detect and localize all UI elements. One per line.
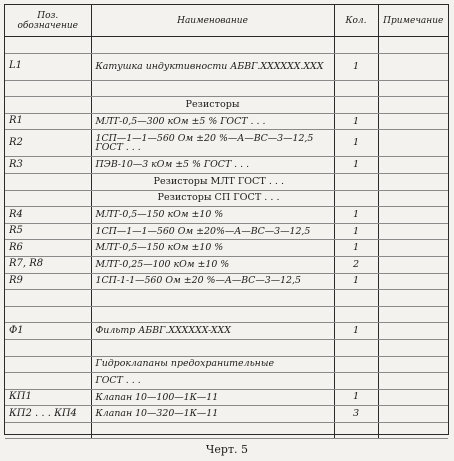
quantity-cell: 1 [334,223,378,240]
name-cell: Клапан 10—320—1К—11 [91,406,334,423]
header-row [5,5,448,37]
name-cell [91,37,334,54]
table-row [5,80,448,97]
table-row [5,207,448,224]
name-cell [91,422,334,439]
position-cell [5,290,91,307]
position-cell: R1 [5,113,91,130]
name-cell [91,80,334,97]
table-row [5,97,448,114]
name-cell: 1СП-1-1—560 Ом ±20 %—А—ВС—3—12,5 [91,273,334,290]
quantity-cell [334,97,378,114]
note-cell [378,207,448,224]
table-row [5,256,448,273]
position-cell: R5 [5,223,91,240]
position-cell: R6 [5,240,91,257]
quantity-cell: 1 [334,157,378,174]
quantity-cell: 1 [334,323,378,340]
name-cell [91,290,334,307]
position-cell: R3 [5,157,91,174]
table-row [5,273,448,290]
table-row [5,389,448,406]
position-cell: Ф1 [5,323,91,340]
table-row [5,356,448,373]
position-cell: R4 [5,207,91,224]
position-cell: L1 [5,53,91,80]
note-cell [378,422,448,439]
name-cell [91,306,334,323]
figure-caption: Черт. 5 [205,443,249,456]
table-row [5,157,448,174]
name-cell: 1СП—1—1—560 Ом ±20 %—А—ВС—3—12,5 ГОСТ . . . [91,130,334,157]
note-cell [378,306,448,323]
table-row [5,37,448,54]
header-name: Наименование [91,5,334,37]
note-cell [378,273,448,290]
note-cell [378,37,448,54]
quantity-cell [334,306,378,323]
quantity-cell [334,80,378,97]
quantity-cell [334,173,378,190]
note-cell [378,80,448,97]
name-cell: ПЭВ-10—3 кОм ±5 % ГОСТ . . . [91,157,334,174]
note-cell [378,53,448,80]
name-cell [91,173,334,190]
name-cell [91,339,334,356]
name-cell: 1СП—1—1—560 Ом ±20%—А—ВС—3—12,5 [91,223,334,240]
section-heading: Резисторы СП ГОСТ . . . [157,192,280,204]
note-cell [378,339,448,356]
position-cell [5,356,91,373]
quantity-cell: 1 [334,240,378,257]
quantity-cell [334,37,378,54]
note-cell [378,256,448,273]
name-cell: Катушка индуктивности АБВГ.XXXXXX.XXX [91,53,334,80]
header-position: Поз. обозначение [5,5,91,37]
table-row [5,53,448,80]
table-row [5,223,448,240]
table-row [5,240,448,257]
quantity-cell: 2 [334,256,378,273]
quantity-cell: 1 [334,113,378,130]
name-cell: МЛТ-0,5—150 кОм ±10 % [91,240,334,257]
quantity-cell: 1 [334,53,378,80]
table-row [5,190,448,207]
table-row [5,323,448,340]
quantity-cell [334,339,378,356]
position-cell [5,306,91,323]
quantity-cell: 1 [334,389,378,406]
note-cell [378,389,448,406]
name-cell: Гидроклапаны предохранительные [91,356,334,373]
table-row [5,339,448,356]
position-cell [5,339,91,356]
table-row [5,173,448,190]
name-cell: Клапан 10—100—1К—11 [91,389,334,406]
position-cell: R2 [5,130,91,157]
note-cell [378,323,448,340]
name-cell [91,190,334,207]
note-cell [378,173,448,190]
note-cell [378,157,448,174]
name-cell: Фильтр АБВГ.XXXXXX-XXX [91,323,334,340]
quantity-cell [334,373,378,390]
quantity-cell: 1 [334,130,378,157]
quantity-cell [334,356,378,373]
note-cell [378,190,448,207]
table-row [5,113,448,130]
header-quantity: Кол. [334,5,378,37]
note-cell [378,290,448,307]
position-cell [5,37,91,54]
position-cell [5,173,91,190]
name-cell: МЛТ-0,5—150 кОм ±10 % [91,207,334,224]
quantity-cell: 3 [334,406,378,423]
name-cell: МЛТ-0,5—300 кОм ±5 % ГОСТ . . . [91,113,334,130]
position-cell [5,97,91,114]
position-cell [5,190,91,207]
name-cell: ГОСТ . . . [91,373,334,390]
table-row [5,290,448,307]
section-heading: Резисторы [185,98,240,110]
table-row [5,406,448,423]
note-cell [378,356,448,373]
note-cell [378,223,448,240]
position-cell [5,80,91,97]
table-row [5,373,448,390]
header-note: Примечание [378,5,448,37]
name-cell: МЛТ-0,25—100 кОм ±10 % [91,256,334,273]
note-cell [378,240,448,257]
note-cell [378,97,448,114]
position-cell: R7, R8 [5,256,91,273]
quantity-cell: 1 [334,273,378,290]
position-cell [5,422,91,439]
specification-table [5,5,448,439]
note-cell [378,130,448,157]
position-cell: R9 [5,273,91,290]
note-cell [378,373,448,390]
position-cell: КП1 [5,389,91,406]
note-cell [378,113,448,130]
name-cell [91,97,334,114]
table-row [5,306,448,323]
position-cell: КП2 . . . КП4 [5,406,91,423]
table-row [5,130,448,157]
section-heading: Резисторы МЛТ ГОСТ . . . [153,175,285,187]
quantity-cell [334,290,378,307]
quantity-cell [334,190,378,207]
table-row [5,422,448,439]
position-cell [5,373,91,390]
note-cell [378,406,448,423]
specification-sheet [4,4,449,435]
quantity-cell: 1 [334,207,378,224]
quantity-cell [334,422,378,439]
